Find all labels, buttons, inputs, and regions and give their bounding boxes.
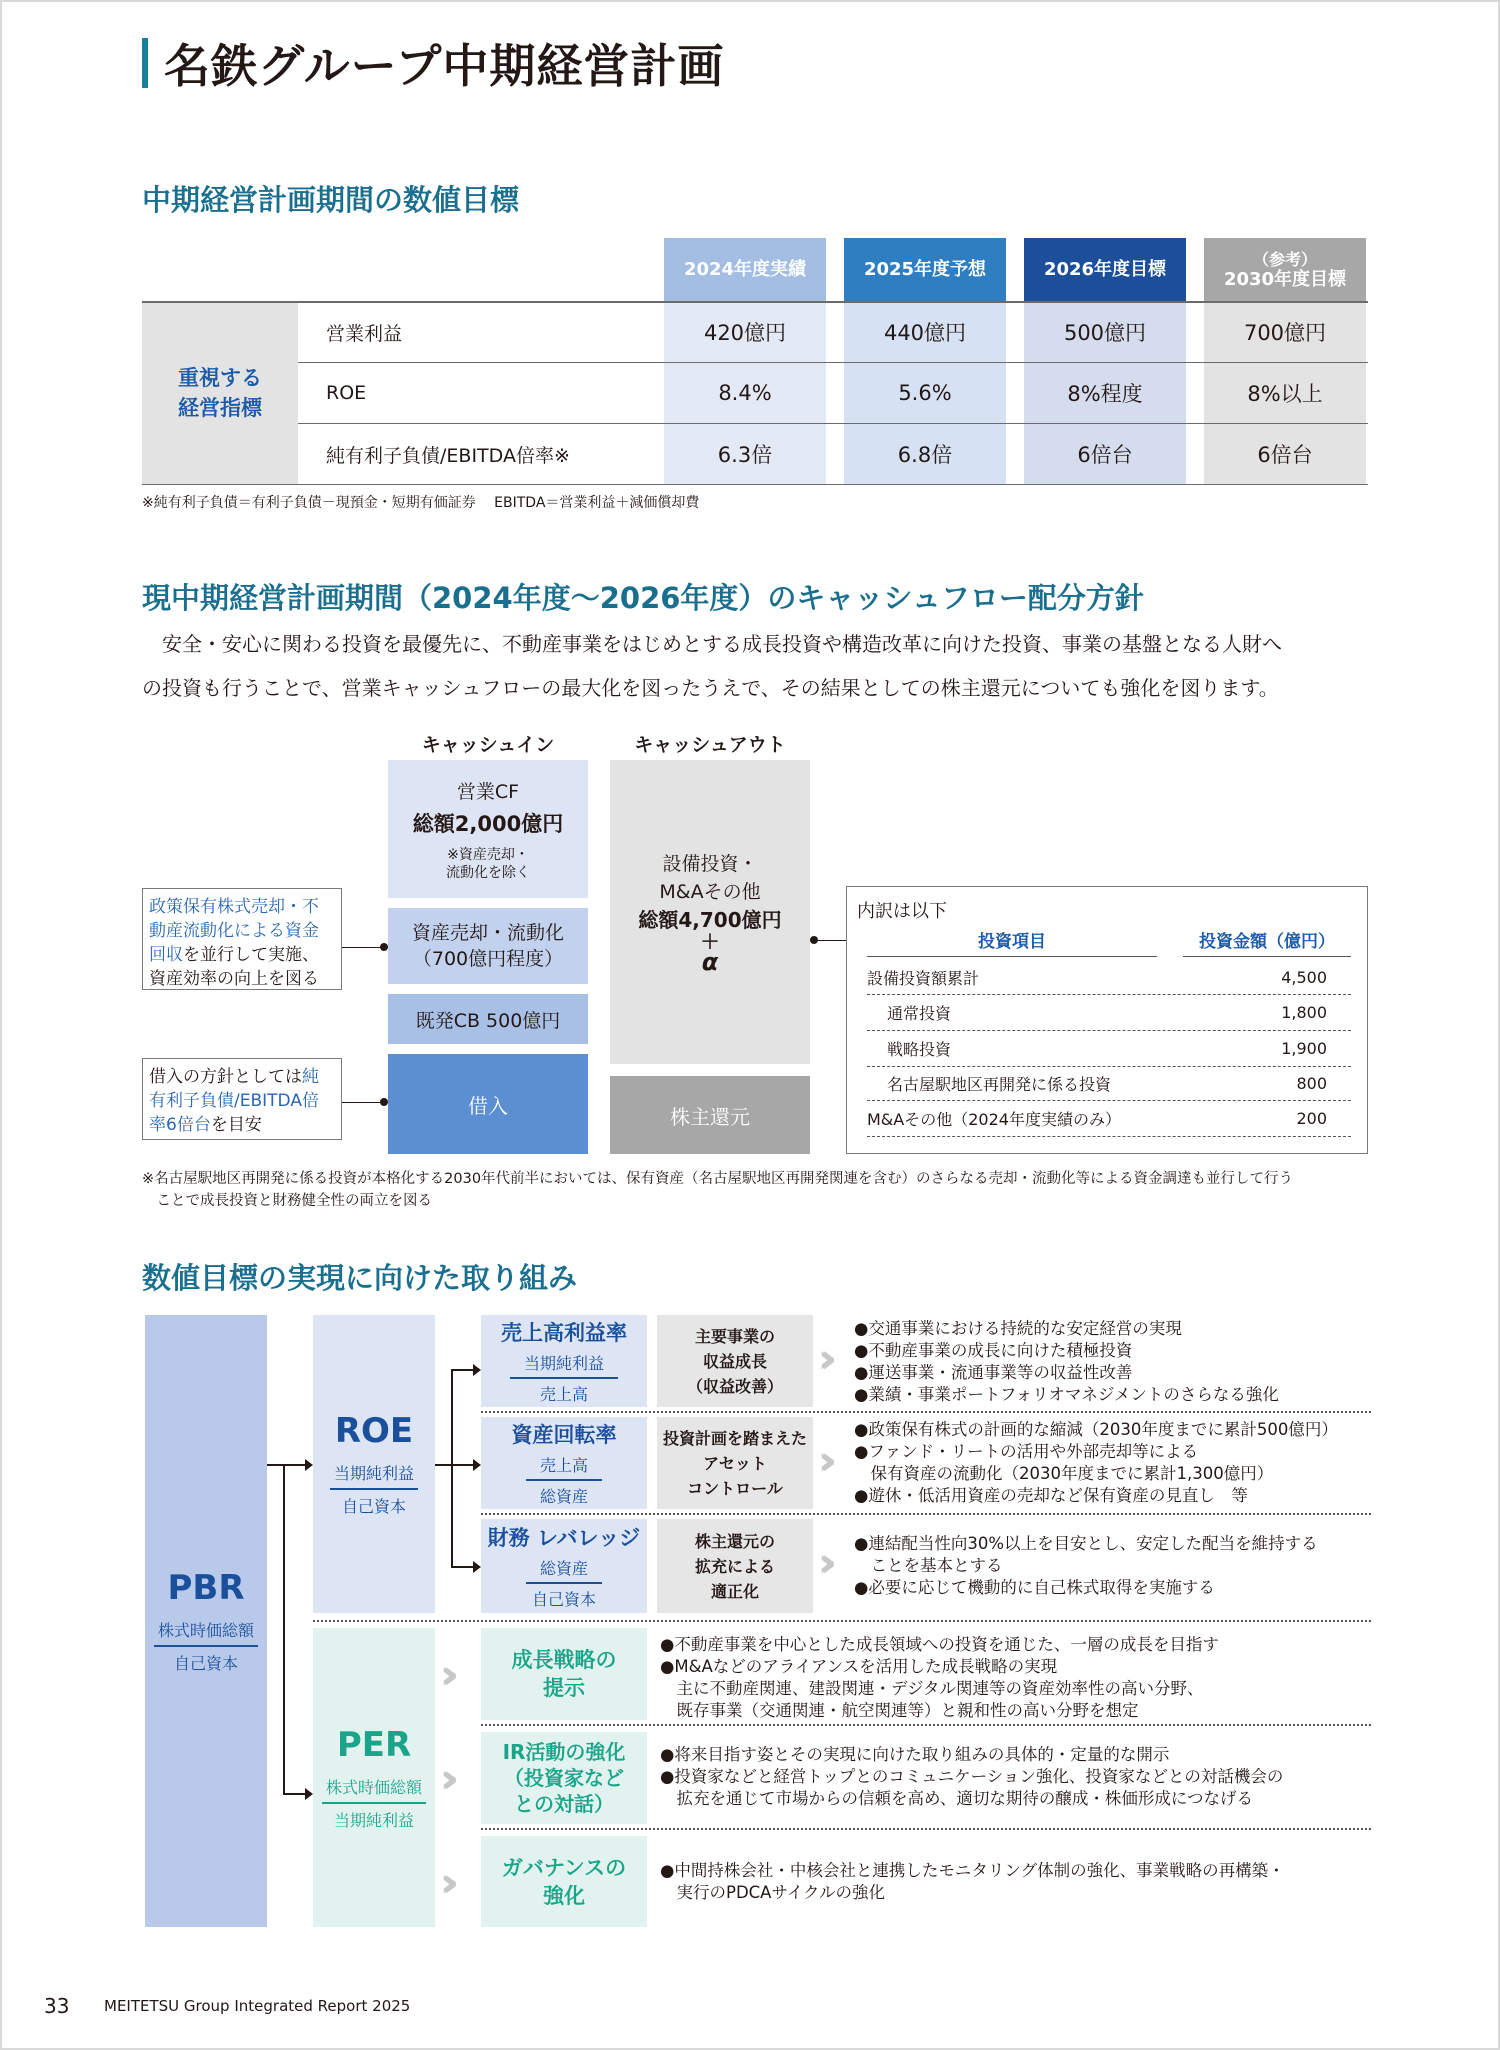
flow-line bbox=[283, 1464, 285, 1794]
cash-in-label: キャッシュイン bbox=[421, 734, 555, 756]
cash-out-label: キャッシュアウト bbox=[634, 734, 786, 756]
per-box: PER 株式時価総額 当期純利益 bbox=[313, 1628, 435, 1927]
separator bbox=[481, 1411, 1371, 1413]
per-bullets: ●将来目指す姿とその実現に向けた取り組みの具体的・定量的な開示 ●投資家などと経営トップとのコミュニケーション強化、投資家などとの対話機会の 拡充を通じて市場からの信頼を高め、適切な期待の醸成・株価形成につなげる bbox=[660, 1745, 1284, 1808]
breakdown-row: 通常投資 1,800 bbox=[867, 995, 1351, 1031]
title-accent-bar bbox=[142, 38, 148, 88]
roe-measure-box: 投資計画を踏まえた アセット コントロール bbox=[657, 1417, 813, 1509]
table-cell: 6.3倍 bbox=[717, 443, 773, 467]
col-head-2026: 2026年度目標 bbox=[1024, 238, 1186, 302]
initiatives-heading: 数値目標の実現に向けた取り組み bbox=[142, 1261, 578, 1295]
separator bbox=[313, 1620, 1371, 1622]
targets-heading: 中期経営計画期間の数値目標 bbox=[142, 183, 520, 217]
table-cell: 420億円 bbox=[703, 321, 787, 345]
operating-cf-box: 営業CF 総額2,000億円 ※資産売却・ 流動化を除く bbox=[388, 760, 588, 898]
flow-line bbox=[451, 1369, 475, 1371]
row-label-operating-profit: 営業利益 bbox=[326, 322, 403, 345]
chevron-right-icon: ›› bbox=[440, 1652, 445, 1698]
table-cell: 6倍台 bbox=[1257, 443, 1313, 467]
row-label-debt-ratio: 純有利子負債/EBITDA倍率※ bbox=[326, 444, 570, 467]
table-cell: 6.8倍 bbox=[897, 443, 953, 467]
separator bbox=[481, 1724, 1371, 1726]
table-cell: 5.6% bbox=[898, 381, 952, 405]
cashflow-body: 安全・安心に関わる投資を最優先に、不動産事業をはじめとする成長投資や構造改革に向けた投資、事業の基盤となる人財へ の投資も行うことで、営業キャッシュフローの最大化を図ったうえで、その結果としての株主還元についても強化を図ります。 bbox=[142, 632, 1282, 700]
side-note-borrowing-policy: 借入の方針としては純 有利子負債/EBITDA倍 率6倍台を目安 bbox=[142, 1058, 342, 1140]
chevron-right-icon: ›› bbox=[440, 1756, 445, 1802]
flow-line bbox=[435, 1464, 451, 1466]
capex-box: 設備投資・ M&Aその他 総額4,700億円 ＋ α bbox=[610, 760, 810, 1064]
row-label-roe: ROE bbox=[326, 382, 367, 404]
convertible-bond-box: 既発CB 500億円 bbox=[388, 994, 588, 1044]
asset-sale-box: 資産売却・流動化 （700億円程度） bbox=[388, 908, 588, 984]
table-bottom-rule bbox=[142, 484, 1368, 485]
roe-measure-box: 主要事業の 収益成長 （収益改善） bbox=[657, 1315, 813, 1407]
growth-strategy-box: 成長戦略の 提示 bbox=[481, 1628, 647, 1720]
breakdown-row: 名古屋駅地区再開発に係る投資 800 bbox=[867, 1067, 1351, 1101]
breakdown-row: M&Aその他（2024年度実績のみ） 200 bbox=[867, 1101, 1351, 1137]
cashflow-heading: 現中期経営計画期間（2024年度～2026年度）のキャッシュフロー配分方針 bbox=[142, 581, 1144, 615]
connector-dot bbox=[380, 943, 388, 951]
shareholder-return-box: 株主還元 bbox=[610, 1076, 810, 1154]
chevron-right-icon: ›› bbox=[440, 1860, 445, 1906]
col-head-2024: 2024年度実績 bbox=[664, 238, 826, 302]
side-note-asset-recovery: 政策保有株式売却・不 動産流動化による資金 回収を並行して実施、 資産効率の向上を図る bbox=[142, 888, 342, 990]
chevron-right-icon: ›› bbox=[818, 1438, 823, 1484]
connector-line bbox=[814, 940, 846, 941]
borrowing-box: 借入 bbox=[388, 1054, 588, 1154]
asset-turnover-box: 資産回転率 売上高 総資産 bbox=[481, 1417, 647, 1509]
table-cell: 700億円 bbox=[1243, 321, 1327, 345]
separator bbox=[481, 1513, 1371, 1515]
table-cell: 8%以上 bbox=[1247, 382, 1323, 406]
breakdown-row: 設備投資額累計 4,500 bbox=[867, 961, 1351, 995]
connector-dot bbox=[380, 1098, 388, 1106]
flow-line bbox=[451, 1464, 475, 1466]
cashflow-footnote: ※名古屋駅地区再開発に係る投資が本格化する2030年代前半においては、保有資産（名古屋駅地区再開発関連を含む）のさらなる売却・流動化等による資金調達も並行して行う ことで成長投資と財務健全性の両立を図る bbox=[142, 1171, 1294, 1209]
arrow-head bbox=[473, 1561, 481, 1573]
governance-box: ガバナンスの 強化 bbox=[481, 1836, 647, 1927]
roe-measure-box: 株主還元の 拡充による 適正化 bbox=[657, 1519, 813, 1613]
chevron-right-icon: ›› bbox=[818, 1540, 823, 1586]
arrow-head bbox=[305, 1459, 313, 1471]
profit-margin-box: 売上高利益率 当期純利益 売上高 bbox=[481, 1315, 647, 1407]
financial-leverage-box: 財務 レバレッジ 総資産 自己資本 bbox=[481, 1519, 647, 1613]
per-bullets: ●中間持株会社・中核会社と連携したモニタリング体制の強化、事業戦略の再構築・ 実行のPDCAサイクルの強化 bbox=[660, 1861, 1285, 1902]
breakdown-title: 内訳は以下 bbox=[857, 901, 947, 922]
flow-line bbox=[451, 1566, 475, 1568]
breakdown-box bbox=[846, 886, 1368, 1154]
table-cell: 8%程度 bbox=[1067, 382, 1143, 406]
kpi-group-label: 重視する 経営指標 bbox=[142, 302, 298, 484]
col-head-2025: 2025年度予想 bbox=[844, 238, 1006, 302]
ir-activity-box: IR活動の強化 （投資家など との対話） bbox=[481, 1732, 647, 1824]
targets-note: ※純有利子負債＝有利子負債－現預金・短期有価証券 EBITDA＝営業利益＋減価償却費 bbox=[142, 495, 700, 511]
page-title: 名鉄グループ中期経営計画 bbox=[164, 39, 725, 93]
flow-line bbox=[267, 1464, 283, 1466]
pbr-box: PBR 株式時価総額 自己資本 bbox=[145, 1315, 267, 1927]
arrow-head bbox=[305, 1788, 313, 1800]
roe-bullets: ●政策保有株式の計画的な縮減（2030年度までに累計500億円） ●ファンド・リートの活用や外部売却等による 保有資産の流動化（2030年度までに累計1,300億円） ●遊休・低活用資産の売却など保有資産の見直し 等 bbox=[854, 1420, 1338, 1505]
breakdown-col-item: 投資項目 bbox=[867, 927, 1157, 957]
arrow-head bbox=[473, 1364, 481, 1376]
separator bbox=[481, 1828, 1371, 1830]
chevron-right-icon: ›› bbox=[818, 1336, 823, 1382]
col-head-2030: （参考） 2030年度目標 bbox=[1204, 238, 1366, 302]
breakdown-row: 戦略投資 1,900 bbox=[867, 1031, 1351, 1067]
roe-bullets: ●交通事業における持続的な安定経営の実現 ●不動産事業の成長に向けた積極投資 ●運送事業・流通事業等の収益性改善 ●業績・事業ポートフォリオマネジメントのさらなる強化 bbox=[854, 1319, 1279, 1404]
table-cell: 6倍台 bbox=[1077, 443, 1133, 467]
page-number: 33 bbox=[44, 1994, 70, 2018]
flow-line bbox=[451, 1369, 453, 1567]
report-name: MEITETSU Group Integrated Report 2025 bbox=[104, 1997, 411, 2015]
table-cell: 440億円 bbox=[883, 321, 967, 345]
arrow-head bbox=[473, 1459, 481, 1471]
per-bullets: ●不動産事業を中心とした成長領域への投資を通じた、一層の成長を目指す ●M&Aなどのアライアンスを活用した成長戦略の実現 主に不動産関連、建設関連・デジタル関連等の資産効率性の高い分野、 既存事業（交通関連・航空関連等）と親和性の高い分野を想定 bbox=[660, 1635, 1219, 1720]
table-cell: 8.4% bbox=[718, 381, 772, 405]
roe-box: ROE 当期純利益 自己資本 bbox=[313, 1315, 435, 1613]
table-cell: 500億円 bbox=[1063, 321, 1147, 345]
breakdown-col-amount: 投資金額（億円） bbox=[1183, 927, 1351, 957]
roe-bullets: ●連結配当性向30%以上を目安とし、安定した配当を維持する ことを基本とする ●必要に応じて機動的に自己株式取得を実施する bbox=[854, 1534, 1318, 1597]
